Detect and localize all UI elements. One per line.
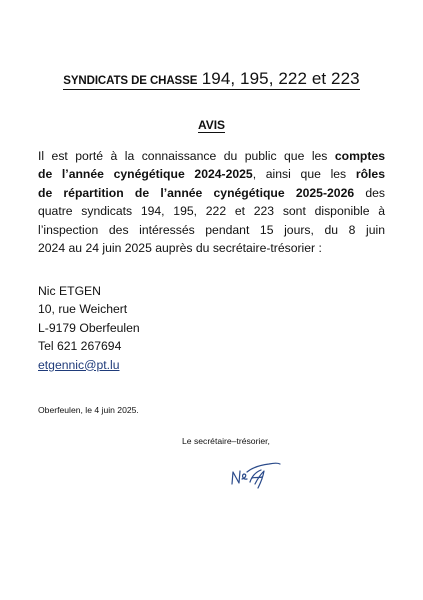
handwritten-signature (228, 452, 282, 492)
contact-name: Nic ETGEN (38, 284, 101, 298)
notice-line: 2024 au 24 juin 2025 auprès du secrétaire-trésorier : (38, 240, 322, 255)
notice-line (38, 165, 385, 183)
contact-street: 10, rue Weichert (38, 302, 128, 317)
notice-line (38, 184, 385, 202)
contact-address (38, 282, 140, 374)
signatory-title: Le secrétaire–trésorier, (182, 436, 270, 446)
notice-line: quatre syndicats 194, 195, 222 et 223 sont disponible à (38, 204, 385, 219)
notice-bold-text: de l’année cynégétique 2024-2025 (38, 167, 253, 182)
heading-prefix: SYNDICATS DE CHASSE (63, 75, 198, 87)
heading-numbers: 194, 195, 222 et 223 (201, 69, 360, 88)
page-heading (0, 70, 423, 90)
notice-bold-text: de répartition de l’année cynégétique 2025-2026 (38, 185, 355, 200)
heading-underlined (63, 70, 359, 90)
contact-phone: Tel 621 267694 (38, 339, 122, 354)
notice-bold-text: rôles (355, 167, 385, 182)
contact-email-link[interactable]: etgennic@pt.lu (38, 357, 120, 372)
notice-title: AVIS (197, 118, 226, 132)
contact-city: L-9179 Oberfeulen (38, 320, 140, 335)
notice-line: l’inspection des intéressés pendant 15 jours, du 8 juin (38, 222, 385, 237)
notice-line (38, 147, 385, 165)
notice-text: Il est porté à la connaissance du public que les (38, 149, 335, 163)
notice-paragraph (38, 147, 385, 257)
date-place-line: Oberfeulen, le 4 juin 2025. (38, 405, 139, 415)
notice-title-wrap (0, 116, 423, 134)
notice-text: des (354, 185, 385, 200)
notice-bold-text: comptes (334, 149, 385, 163)
notice-text: , ainsi que les (252, 167, 356, 182)
